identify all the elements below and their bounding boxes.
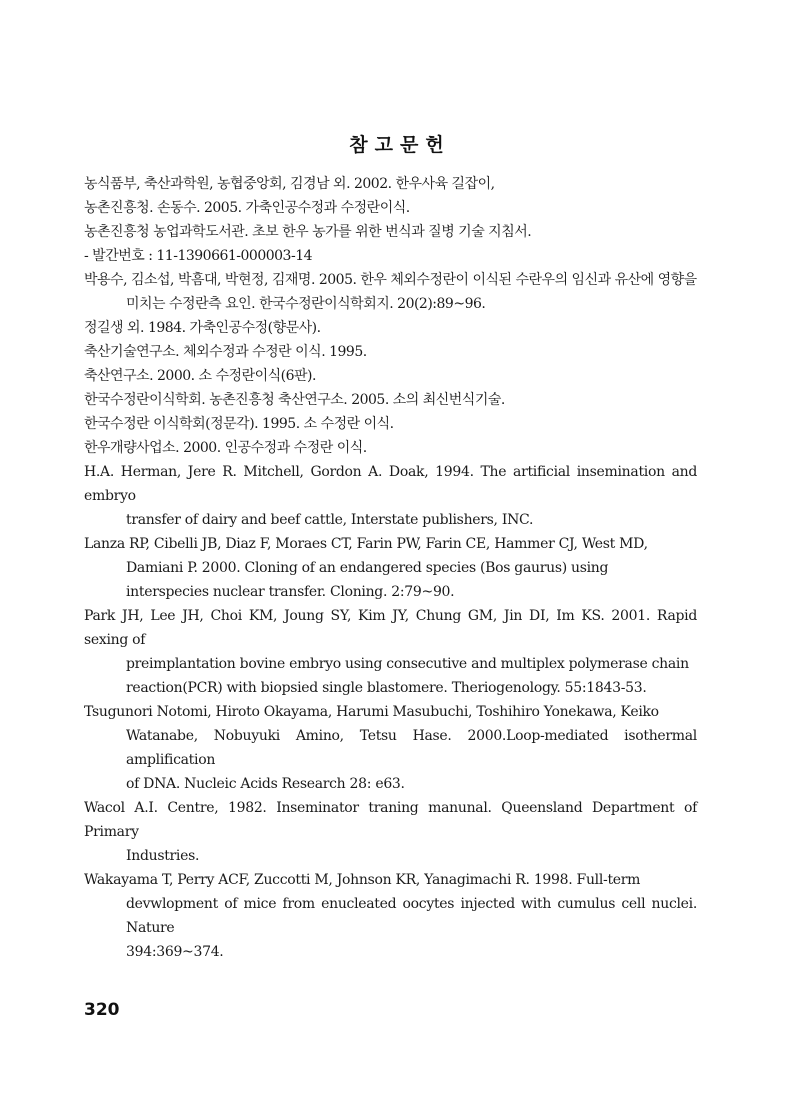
page-number: 320 (84, 1000, 120, 1020)
reference-first-line: 박용수, 김소섭, 박흠대, 박현정, 김재명. 2005. 한우 체외수정란이 이식된 수란우의 임신과 유산에 영향을 (84, 272, 697, 288)
reference-first-line: 농촌진흥청 농업과학도서관. 초보 한우 농가를 위한 번식과 질병 기술 지침서. (84, 224, 532, 240)
reference-item (84, 172, 697, 196)
reference-item (84, 604, 697, 700)
reference-continuation-line: preimplantation bovine embryo using consecutive and multiplex polymerase chain (126, 656, 689, 672)
reference-first-line: Lanza RP, Cibelli JB, Diaz F, Moraes CT, Farin PW, Farin CE, Hammer CJ, West MD, (84, 536, 648, 552)
reference-first-line: H.A. Herman, Jere R. Mitchell, Gordon A. Doak, 1994. The artificial insemination and embryo (84, 464, 697, 504)
reference-first-line: 정길생 외. 1984. 가축인공수정(향문사). (84, 320, 321, 336)
reference-first-line: - 발간번호 : 11-1390661-000003-14 (84, 248, 313, 264)
reference-item (84, 796, 697, 868)
reference-item (84, 364, 697, 388)
reference-continuation-line: transfer of dairy and beef cattle, Interstate publishers, INC. (126, 512, 534, 528)
reference-item (84, 868, 697, 964)
reference-item (84, 196, 697, 220)
reference-item (84, 532, 697, 604)
reference-continuation-line: 미치는 수정란측 요인. 한국수정란이식학회지. 20(2):89~96. (126, 296, 486, 312)
reference-item (84, 220, 697, 244)
reference-item (84, 340, 697, 364)
reference-continuation-line: Watanabe, Nobuyuki Amino, Tetsu Hase. 2000.Loop-mediated isothermal amplification (126, 728, 697, 768)
reference-item (84, 244, 697, 268)
reference-continuation-line: reaction(PCR) with biopsied single blastomere. Theriogenology. 55:1843-53. (126, 680, 647, 696)
reference-item (84, 316, 697, 340)
reference-continuation-line: devwlopment of mice from enucleated oocytes injected with cumulus cell nuclei. Nature (126, 896, 697, 936)
reference-first-line: Wakayama T, Perry ACF, Zuccotti M, Johnson KR, Yanagimachi R. 1998. Full-term (84, 872, 641, 888)
reference-first-line: 농식품부, 축산과학원, 농협중앙회, 김경남 외. 2002. 한우사육 길잡이, (84, 176, 495, 192)
reference-first-line: 축산기술연구소. 체외수정과 수정란 이식. 1995. (84, 344, 367, 360)
page-title: 참고문헌 (349, 134, 451, 156)
reference-first-line: Wacol A.I. Centre, 1982. Inseminator traning manunal. Queensland Department of Primary (84, 800, 697, 840)
reference-first-line: 한우개량사업소. 2000. 인공수정과 수정란 이식. (84, 440, 367, 456)
reference-continuation-line: of DNA. Nucleic Acids Research 28: e63. (126, 776, 405, 792)
reference-continuation-line: interspecies nuclear transfer. Cloning. 2:79~90. (126, 584, 455, 600)
reference-item (84, 268, 697, 316)
reference-first-line: Park JH, Lee JH, Choi KM, Joung SY, Kim JY, Chung GM, Jin DI, Im KS. 2001. Rapid sexing of (84, 608, 697, 648)
reference-item (84, 412, 697, 436)
reference-first-line: 한국수정란이식학회. 농촌진흥청 축산연구소. 2005. 소의 최신번식기술. (84, 392, 505, 408)
reference-first-line: 축산연구소. 2000. 소 수정란이식(6판). (84, 368, 316, 384)
reference-item (84, 388, 697, 412)
reference-item (84, 700, 697, 796)
reference-first-line: 농촌진흥청. 손동수. 2005. 가축인공수정과 수정란이식. (84, 200, 410, 216)
reference-continuation-line: 394:369~374. (126, 944, 224, 960)
reference-list (84, 172, 697, 964)
reference-continuation-line: Industries. (126, 848, 200, 864)
reference-first-line: Tsugunori Notomi, Hiroto Okayama, Harumi Masubuchi, Toshihiro Yonekawa, Keiko (84, 704, 659, 720)
reference-first-line: 한국수정란 이식학회(정문각). 1995. 소 수정란 이식. (84, 416, 394, 432)
reference-item (84, 436, 697, 460)
reference-continuation-line: Damiani P. 2000. Cloning of an endangered species (Bos gaurus) using (126, 560, 609, 576)
reference-item (84, 460, 697, 532)
